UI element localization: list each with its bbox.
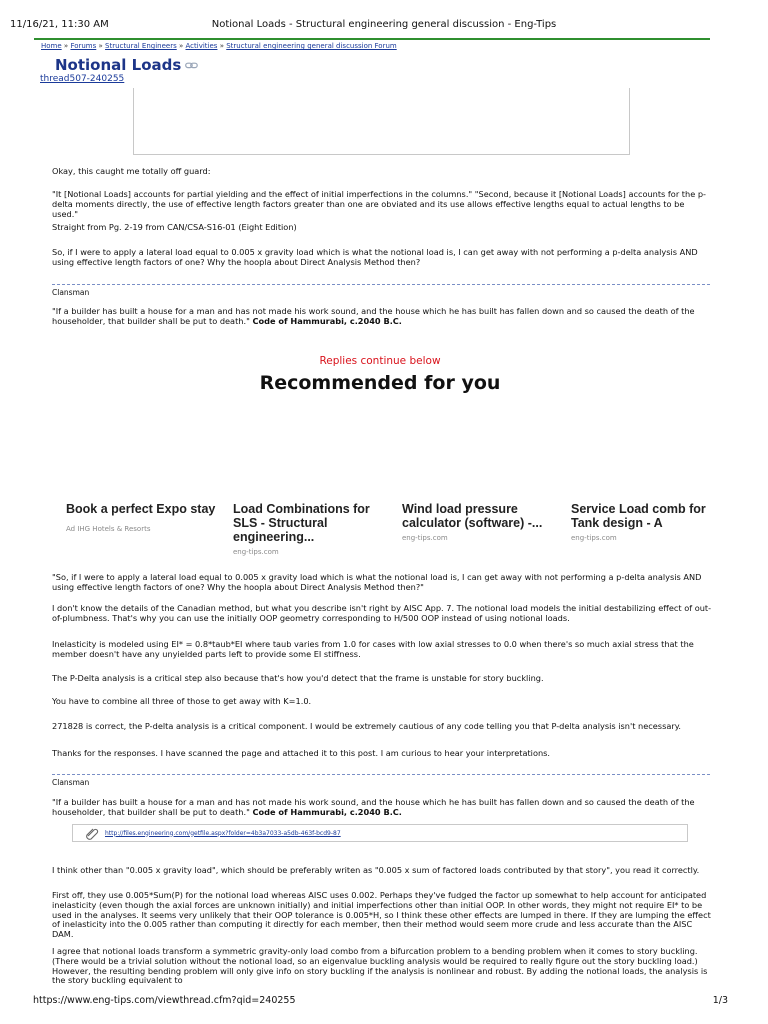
recommended-card[interactable] xyxy=(66,502,226,533)
signature-name: Clansman xyxy=(52,778,90,787)
reply-text: I don't know the details of the Canadian method, but what you describe isn't right by AISC App. 7. The notional load models the initial destabilizing effect of out-of-plumbness. That's why you can use the initially OOP geometry corresponding to H/500 OOP instead of using notional loads. xyxy=(52,603,712,623)
paperclip-icon xyxy=(85,827,99,839)
breadcrumb-activities[interactable]: Activities xyxy=(185,42,218,50)
embedded-frame xyxy=(133,88,630,155)
signature-name: Clansman xyxy=(52,288,90,297)
post-text: Straight from Pg. 2-19 from CAN/CSA-S16-01 (Eight Edition) xyxy=(52,222,297,232)
recommended-card[interactable] xyxy=(402,502,562,542)
header-divider xyxy=(34,38,710,40)
breadcrumb-structural-engineers[interactable]: Structural Engineers xyxy=(105,42,177,50)
card-source: eng-tips.com xyxy=(571,534,617,542)
reply-text: Thanks for the responses. I have scanned the page and attached it to this post. I am curious to hear your interpretations. xyxy=(52,748,551,758)
breadcrumb xyxy=(41,42,397,50)
card-source: eng-tips.com xyxy=(402,534,448,542)
attachment-box xyxy=(72,824,688,842)
recommended-card[interactable] xyxy=(571,502,706,542)
reply-text: Inelasticity is modeled using EI* = 0.8*taub*EI where taub varies from 1.0 for cases with low axial stresses to 0.0 when there's so much axial stress that the member doesn't have any unyielded parts left to provide some EI stiffness. xyxy=(52,639,694,659)
card-title[interactable]: Service Load comb for Tank design - A xyxy=(571,502,706,530)
breadcrumb-forums[interactable]: Forums xyxy=(70,42,97,50)
card-title[interactable]: Wind load pressure calculator (software) -... xyxy=(402,502,543,530)
post-text: "It [Notional Loads] accounts for partial yielding and the effect of initial imperfections in the columns." "Second, because it [Notional Loads] accounts for the p-delta moments directly, the use of effective length factors greater than one are obviated and its use allows effective lengths equal to actual lengths to be used." xyxy=(52,189,706,219)
breadcrumb-forum[interactable]: Structural engineering general discussion Forum xyxy=(226,42,397,50)
print-footer-url: https://www.eng-tips.com/viewthread.cfm?qid=240255 xyxy=(33,995,296,1006)
breadcrumb-home[interactable]: Home xyxy=(41,42,62,50)
recommended-heading: Recommended for you xyxy=(259,372,501,394)
signature-quote xyxy=(52,798,712,818)
reply-text: You have to combine all three of those to get away with K=1.0. xyxy=(52,696,312,706)
breadcrumb-separator: » xyxy=(98,42,103,50)
reply-text: "So, if I were to apply a lateral load equal to 0.005 x gravity load which is what the notional load is, I can get away with not performing a p-delta analysis AND using effective length factors of one? Why the hoopla about Direct Analysis Method then?" xyxy=(52,572,702,592)
link-icon[interactable] xyxy=(185,61,198,70)
print-footer-page: 1/3 xyxy=(712,995,728,1006)
post-text: So, if I were to apply a lateral load equal to 0.005 x gravity load which is what the notional load is, I can get away with not performing a p-delta analysis AND using effective length factors of one? Why the hoopla about Direct Analysis Method then? xyxy=(52,247,698,267)
reply-text: I agree that notional loads transform a symmetric gravity-only load combo from a bifurcation problem to a bending problem when it comes to story buckling. (There would be a trivial solution without the notional load, so an eigenvalue buckling analysis would be required to really figure out the story buckling load.) However, the resulting bending problem will only give info on story buckling if the analysis is nonlinear and robust. By adding the notional loads, the analysis is the story buckling equivalent to xyxy=(52,946,708,986)
signature-quote-text: "If a builder has built a house for a man and has not made his work sound, and the house which he has built has fallen down and so caused the death of the householder, that builder shall be put to death." xyxy=(52,306,695,326)
reply-text: The P-Delta analysis is a critical step also because that's how you'd detect that the frame is unstable for story buckling. xyxy=(52,673,544,683)
card-source: Ad IHG Hotels & Resorts xyxy=(66,525,151,533)
reply-text: 271828 is correct, the P-delta analysis is a critical component. I would be extremely cautious of any code telling you that P-delta analysis isn't necessary. xyxy=(52,721,682,731)
signature-source: Code of Hammurabi, c.2040 B.C. xyxy=(252,806,402,817)
print-datetime: 11/16/21, 11:30 AM xyxy=(10,19,109,30)
card-source: eng-tips.com xyxy=(233,548,279,556)
attachment-link[interactable]: http://files.engineering.com/getfile.aspx?folder=4b3a7033-a5db-463f-bcd9-87 xyxy=(105,829,341,837)
signature-divider xyxy=(52,284,710,285)
card-title[interactable]: Book a perfect Expo stay xyxy=(66,502,216,516)
breadcrumb-separator: » xyxy=(63,42,69,50)
page-title: Notional Loads xyxy=(55,56,182,74)
signature-quote-text: "If a builder has built a house for a man and has not made his work sound, and the house which he has built has fallen down and so caused the death of the householder, that builder shall be put to death." xyxy=(52,797,695,817)
replies-note: Replies continue below xyxy=(319,355,441,367)
reply-text: First off, they use 0.005*Sum(P) for the notional load whereas AISC uses 0.002. Perhaps they've fudged the factor up somewhat to help account for anticipated inelasticity (even though the axial forces are unknown initially) and initial imperfections other than initial OOP. In other words, they might not require EI* to be used in the analyses. It seems very unlikely that their OOP tolerance is 0.005*H, so I think these other effects are lumped in there. If they are lumping the effect of inelasticity into the 0.005 rather than computing it directly for each member, then their method would seem more crude and less accurate than the AISC DAM. xyxy=(52,890,711,940)
print-header-title: Notional Loads - Structural engineering general discussion - Eng-Tips xyxy=(211,19,557,30)
page-title-row xyxy=(55,56,198,74)
signature-divider xyxy=(52,774,710,775)
signature-source: Code of Hammurabi, c.2040 B.C. xyxy=(252,315,402,326)
signature-quote xyxy=(52,307,712,327)
recommended-card[interactable] xyxy=(233,502,393,556)
reply-text: I think other than "0.005 x gravity load", which should be preferably writen as "0.005 x sum of factored loads contributed by that story", you read it correctly. xyxy=(52,865,700,875)
breadcrumb-separator: » xyxy=(219,42,224,50)
card-title[interactable]: Load Combinations for SLS - Structural engineering... xyxy=(233,502,370,544)
breadcrumb-separator: » xyxy=(178,42,184,50)
thread-id-link[interactable]: thread507-240255 xyxy=(40,74,125,84)
post-text: Okay, this caught me totally off guard: xyxy=(52,166,211,176)
